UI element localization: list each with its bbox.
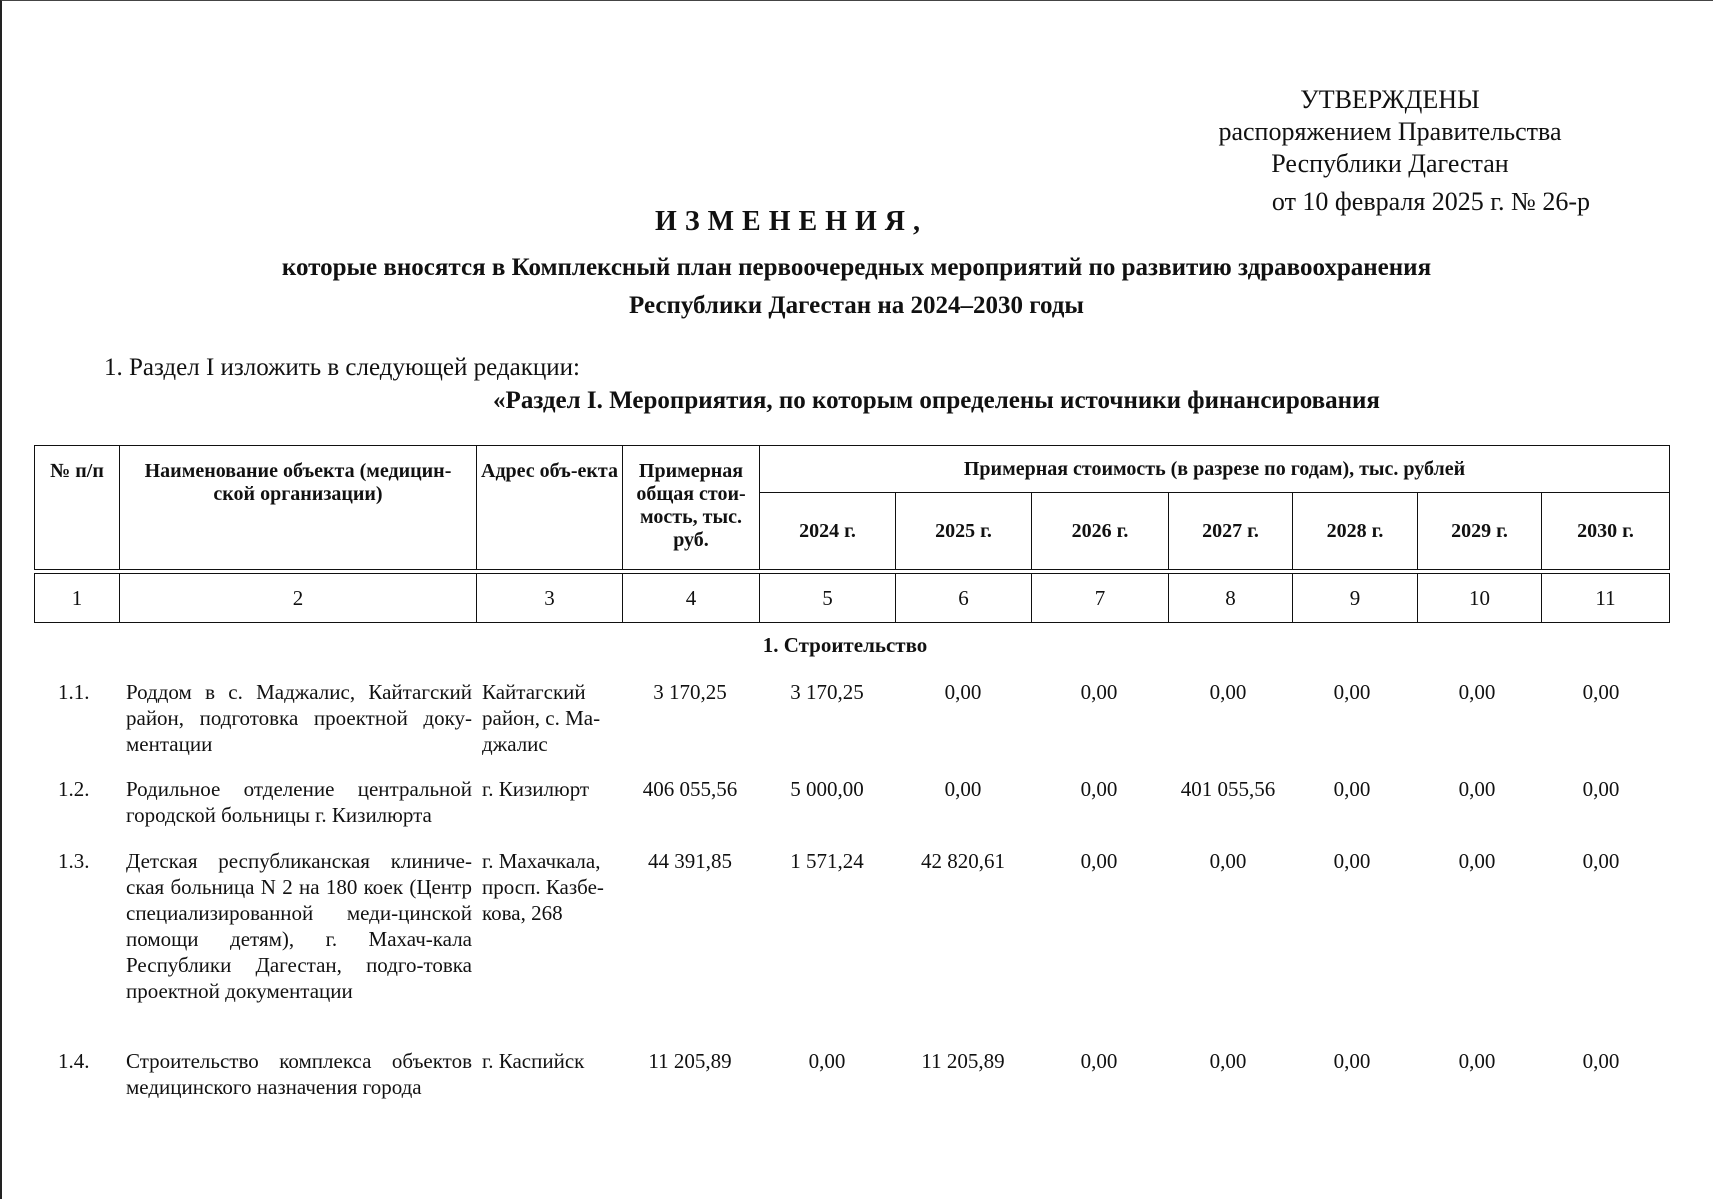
header-year: 2024 г. (760, 493, 896, 570)
row-number: 1.2. (58, 777, 90, 801)
row-value: 0,00 (944, 680, 982, 704)
column-number: 8 (1169, 574, 1293, 623)
row-value: 0,00 (1582, 777, 1620, 801)
row-value: 11 205,89 (921, 1049, 1005, 1073)
row-name: Детская республиканская клиниче-ская больница N 2 на 180 коек (Центр специализированной меди-цинской помощи детям), г. Махач-кала Республики Дагестан, подго-товка проектной документации (126, 849, 472, 1003)
header-year: 2026 г. (1032, 493, 1169, 570)
row-value: 0,00 (1209, 1049, 1247, 1073)
row-value: 3 170,25 (790, 680, 864, 704)
approval-line-2: распоряжением Правительства (1218, 117, 1562, 146)
row-value: 0,00 (1333, 1049, 1371, 1073)
row-name: Строительство комплекса объектов медицинского назначения города (126, 1049, 472, 1099)
header-address: Адрес объ-екта (477, 446, 623, 570)
row-address: г. Каспийск (482, 1049, 585, 1073)
instruction-paragraph: 1. Раздел I изложить в следующей редакции: (104, 354, 580, 381)
column-number: 11 (1542, 574, 1670, 623)
row-value: 0,00 (1080, 849, 1118, 873)
row-value: 0,00 (1080, 680, 1118, 704)
header-year: 2027 г. (1169, 493, 1293, 570)
approval-line-3: Республики Дагестан (1271, 149, 1509, 178)
row-value: 0,00 (1582, 680, 1620, 704)
column-number: 5 (760, 574, 896, 623)
row-address: г. Кизилюрт (482, 777, 590, 801)
row-name: Родильное отделение центральной городской больницы г. Кизилюрта (126, 777, 472, 827)
header-year: 2030 г. (1542, 493, 1670, 570)
approval-stamp (1180, 84, 1600, 218)
row-value: 0,00 (1333, 680, 1371, 704)
header-no: № п/п (35, 446, 120, 570)
header-year: 2029 г. (1418, 493, 1542, 570)
column-number: 1 (35, 574, 120, 623)
row-name: Роддом в с. Маджалис, Кайтагский район, подготовка проектной доку-ментации (126, 680, 472, 756)
row-number: 1.4. (58, 1049, 90, 1073)
document-title (0, 206, 1713, 238)
row-value: 3 170,25 (653, 680, 727, 704)
row-value: 0,00 (1458, 1049, 1496, 1073)
row-value: 0,00 (1080, 777, 1118, 801)
column-number: 9 (1293, 574, 1418, 623)
row-value: 1 571,24 (790, 849, 864, 873)
row-value: 406 055,56 (642, 777, 738, 801)
row-value: 0,00 (1582, 849, 1620, 873)
document-subtitle (160, 249, 1553, 325)
row-value: 0,00 (944, 777, 982, 801)
column-numbers-row (34, 573, 1670, 623)
category-heading: 1. Строительство (762, 633, 928, 657)
row-value: 0,00 (1458, 777, 1496, 801)
row-value: 44 391,85 (648, 849, 732, 873)
section-heading: «Раздел I. Мероприятия, по которым определены источники финансирования (493, 387, 1380, 414)
column-number: 3 (477, 574, 623, 623)
row-value: 0,00 (1582, 1049, 1620, 1073)
header-name: Наименование объекта (медицин-ской организации) (120, 446, 477, 570)
subtitle-line-1: которые вносятся в Комплексный план первоочередных мероприятий по развитию здравоохранения (281, 254, 1432, 281)
row-value: 0,00 (1209, 680, 1247, 704)
row-value: 401 055,56 (1180, 777, 1276, 801)
header-year: 2028 г. (1293, 493, 1418, 570)
row-number: 1.3. (58, 849, 90, 873)
header-group: Примерная стоимость (в разрезе по годам), тыс. рублей (760, 446, 1670, 493)
row-value: 0,00 (1458, 849, 1496, 873)
subtitle-line-2: Республики Дагестан на 2024–2030 годы (629, 292, 1084, 319)
table-header (34, 445, 1670, 570)
row-value: 0,00 (1458, 680, 1496, 704)
column-number: 7 (1032, 574, 1169, 623)
column-number: 4 (623, 574, 760, 623)
row-address: г. Махачкала, просп. Казбе-кова, 268 (482, 849, 604, 925)
row-value: 0,00 (1333, 777, 1371, 801)
row-number: 1.1. (58, 680, 90, 704)
header-total: Примерная общая стои-мость, тыс. руб. (623, 446, 760, 570)
approval-line-4: от 10 февраля 2025 г. № 26-р (1271, 187, 1590, 216)
row-value: 0,00 (1333, 849, 1371, 873)
row-value: 0,00 (808, 1049, 846, 1073)
row-value: 42 820,61 (921, 849, 1005, 873)
header-year: 2025 г. (896, 493, 1032, 570)
row-address: Кайтагский район, с. Ма-джалис (482, 680, 601, 756)
document-title-text: ИЗМЕНЕНИЯ, (655, 206, 928, 237)
row-value: 11 205,89 (648, 1049, 732, 1073)
column-number: 2 (120, 574, 477, 623)
row-value: 0,00 (1209, 849, 1247, 873)
column-number: 10 (1418, 574, 1542, 623)
column-number: 6 (896, 574, 1032, 623)
row-value: 0,00 (1080, 1049, 1118, 1073)
row-value: 5 000,00 (790, 777, 864, 801)
approval-line-1: УТВЕРЖДЕНЫ (1300, 85, 1480, 114)
